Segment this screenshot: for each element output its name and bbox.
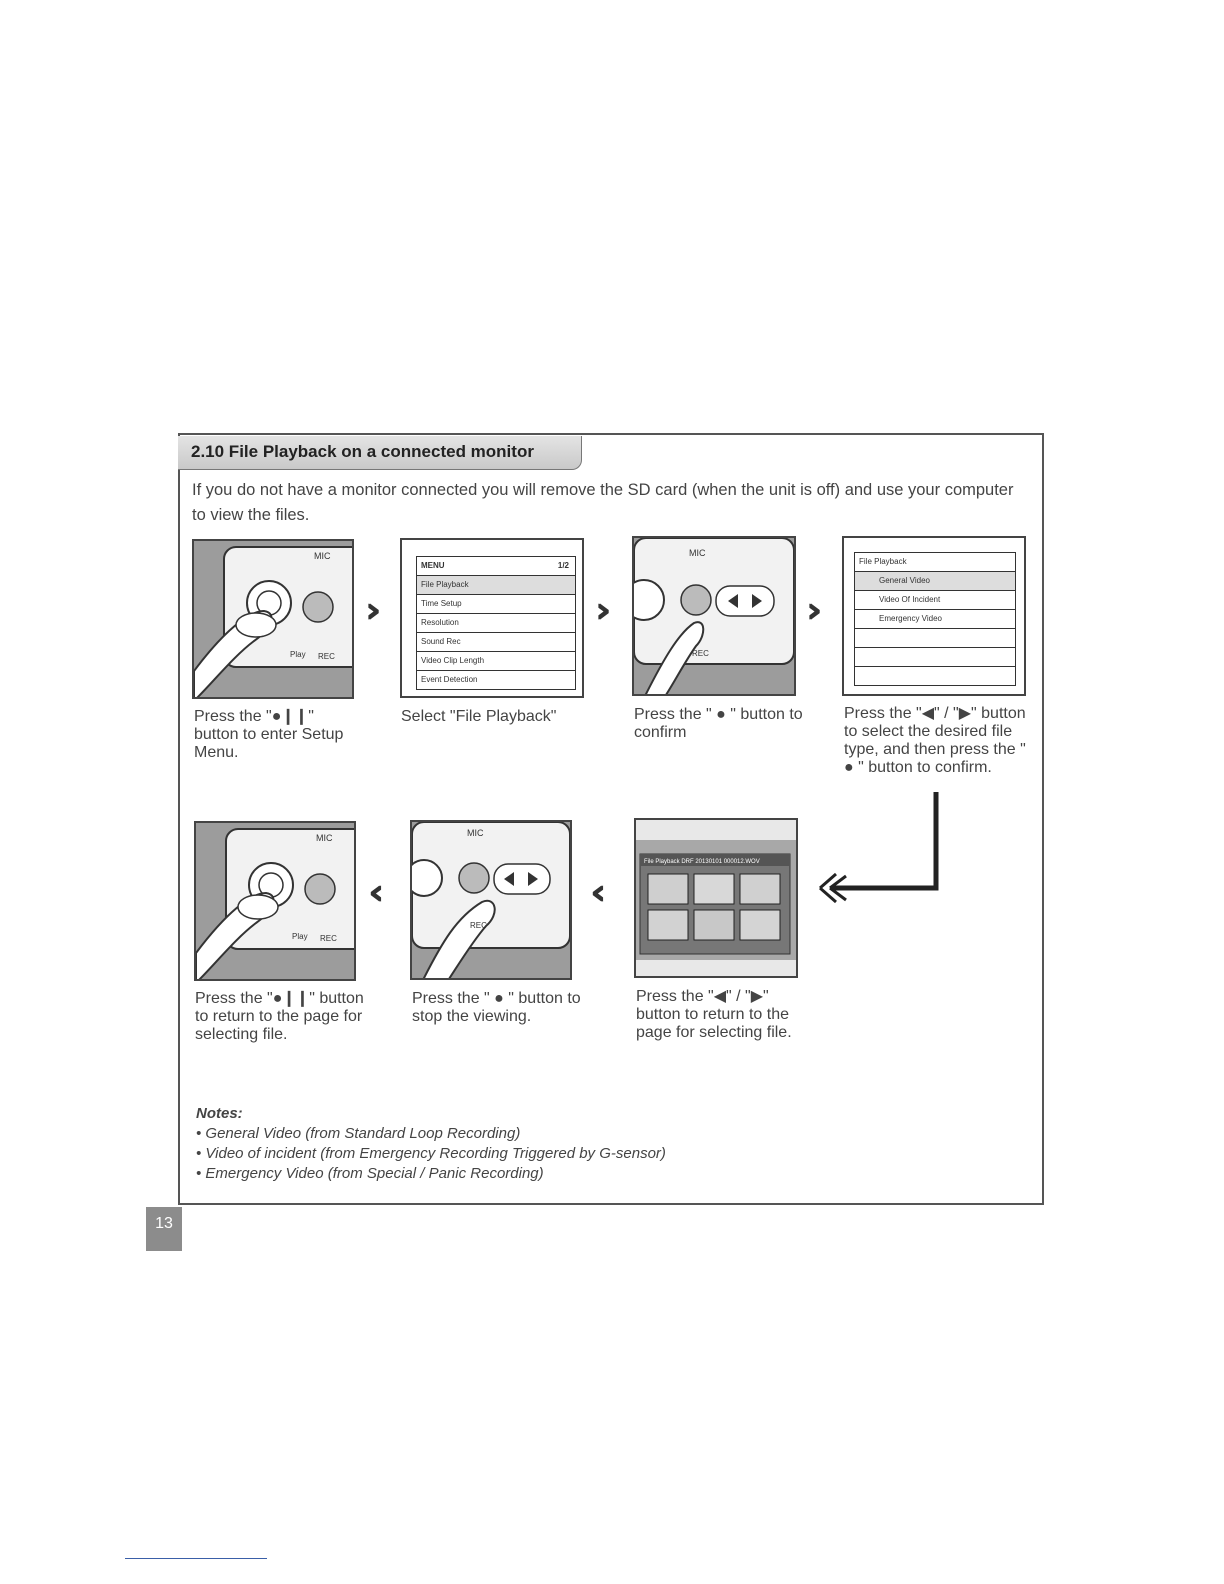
section-title: 2.10 File Playback on a connected monitor bbox=[191, 442, 534, 461]
monitor-illustration bbox=[636, 820, 798, 978]
mic-label: MIC bbox=[314, 551, 331, 561]
intro-text: If you do not have a monitor connected you will remove the SD card (when the unit is off) and use your computer to view the files. bbox=[192, 481, 1014, 524]
note-item: • Video of incident (from Emergency Recording Triggered by G-sensor) bbox=[196, 1145, 666, 1162]
menu-item bbox=[855, 667, 1015, 685]
play-label: Play bbox=[290, 650, 306, 659]
rec-label: REC bbox=[470, 921, 487, 930]
arrow-right-icon: ››› bbox=[806, 590, 809, 631]
rec-label: REC bbox=[692, 649, 709, 658]
menu-header: File Playback bbox=[855, 553, 1015, 572]
step3-caption: Press the " ● " button to confirm bbox=[634, 706, 803, 741]
step5-caption: Press the "◀" / "▶" button to return to the page for selecting file. bbox=[636, 988, 792, 1041]
mic-label: MIC bbox=[316, 833, 333, 843]
device-illustration bbox=[412, 822, 572, 980]
step7-image bbox=[194, 821, 356, 981]
arrow-left-icon: ‹‹‹ bbox=[590, 872, 593, 913]
step1-image bbox=[192, 539, 354, 699]
mic-label: MIC bbox=[467, 828, 484, 838]
menu-page: 1/2 bbox=[557, 561, 569, 570]
rec-label: REC bbox=[318, 652, 335, 661]
device-illustration bbox=[634, 538, 796, 696]
notes-label: Notes: bbox=[196, 1105, 243, 1122]
rec-label: REC bbox=[320, 934, 337, 943]
step6-image bbox=[410, 820, 572, 980]
arrow-right-icon: ››› bbox=[365, 590, 368, 631]
play-label: Play bbox=[292, 932, 308, 941]
step4-caption: Press the "◀" / "▶" button to select the desired file type, and then press the " ● " button to confirm. bbox=[844, 705, 1026, 776]
menu-item: General Video bbox=[855, 572, 1015, 591]
step5-image bbox=[634, 818, 798, 978]
file-playback-menu bbox=[854, 552, 1016, 686]
step4-image bbox=[842, 536, 1026, 696]
notes-block bbox=[196, 1104, 666, 1184]
device-illustration bbox=[196, 823, 356, 981]
step7-caption: Press the "●❙❙" button to return to the page for selecting file. bbox=[195, 990, 364, 1043]
menu-item: Time Setup bbox=[417, 595, 575, 614]
playback-bar-text: File Playback DRF 20130101 000012.WOV bbox=[644, 859, 760, 865]
menu-item: Sound Rec bbox=[417, 633, 575, 652]
menu-item bbox=[855, 648, 1015, 667]
section-title-tab bbox=[178, 436, 582, 470]
connector-arrow-icon bbox=[812, 792, 944, 912]
menu-header bbox=[417, 557, 575, 576]
arrow-right-icon: ››› bbox=[595, 590, 598, 631]
menu-item: Emergency Video bbox=[855, 610, 1015, 629]
step2-image bbox=[400, 538, 584, 698]
step1-caption: Press the "●❙❙" button to enter Setup Menu. bbox=[194, 708, 344, 761]
mic-label: MIC bbox=[689, 548, 706, 558]
menu-title: MENU bbox=[421, 561, 445, 570]
menu-item: Resolution bbox=[417, 614, 575, 633]
footnote-divider bbox=[125, 1558, 267, 1559]
menu-item: Video Of Incident bbox=[855, 591, 1015, 610]
menu-item bbox=[855, 629, 1015, 648]
step2-caption: Select "File Playback" bbox=[401, 708, 557, 725]
step3-image bbox=[632, 536, 796, 696]
menu-item: Event Detection bbox=[421, 675, 478, 684]
setup-menu bbox=[416, 556, 576, 690]
arrow-left-icon: ‹‹‹ bbox=[368, 872, 371, 913]
note-item: • General Video (from Standard Loop Recording) bbox=[196, 1125, 521, 1142]
device-illustration bbox=[194, 541, 354, 699]
page-number: 13 bbox=[146, 1207, 182, 1251]
menu-item: File Playback bbox=[417, 576, 575, 595]
step6-caption: Press the " ● " button to stop the viewing. bbox=[412, 990, 581, 1025]
note-item: • Emergency Video (from Special / Panic Recording) bbox=[196, 1165, 544, 1182]
menu-item: Video Clip Length bbox=[417, 652, 575, 671]
